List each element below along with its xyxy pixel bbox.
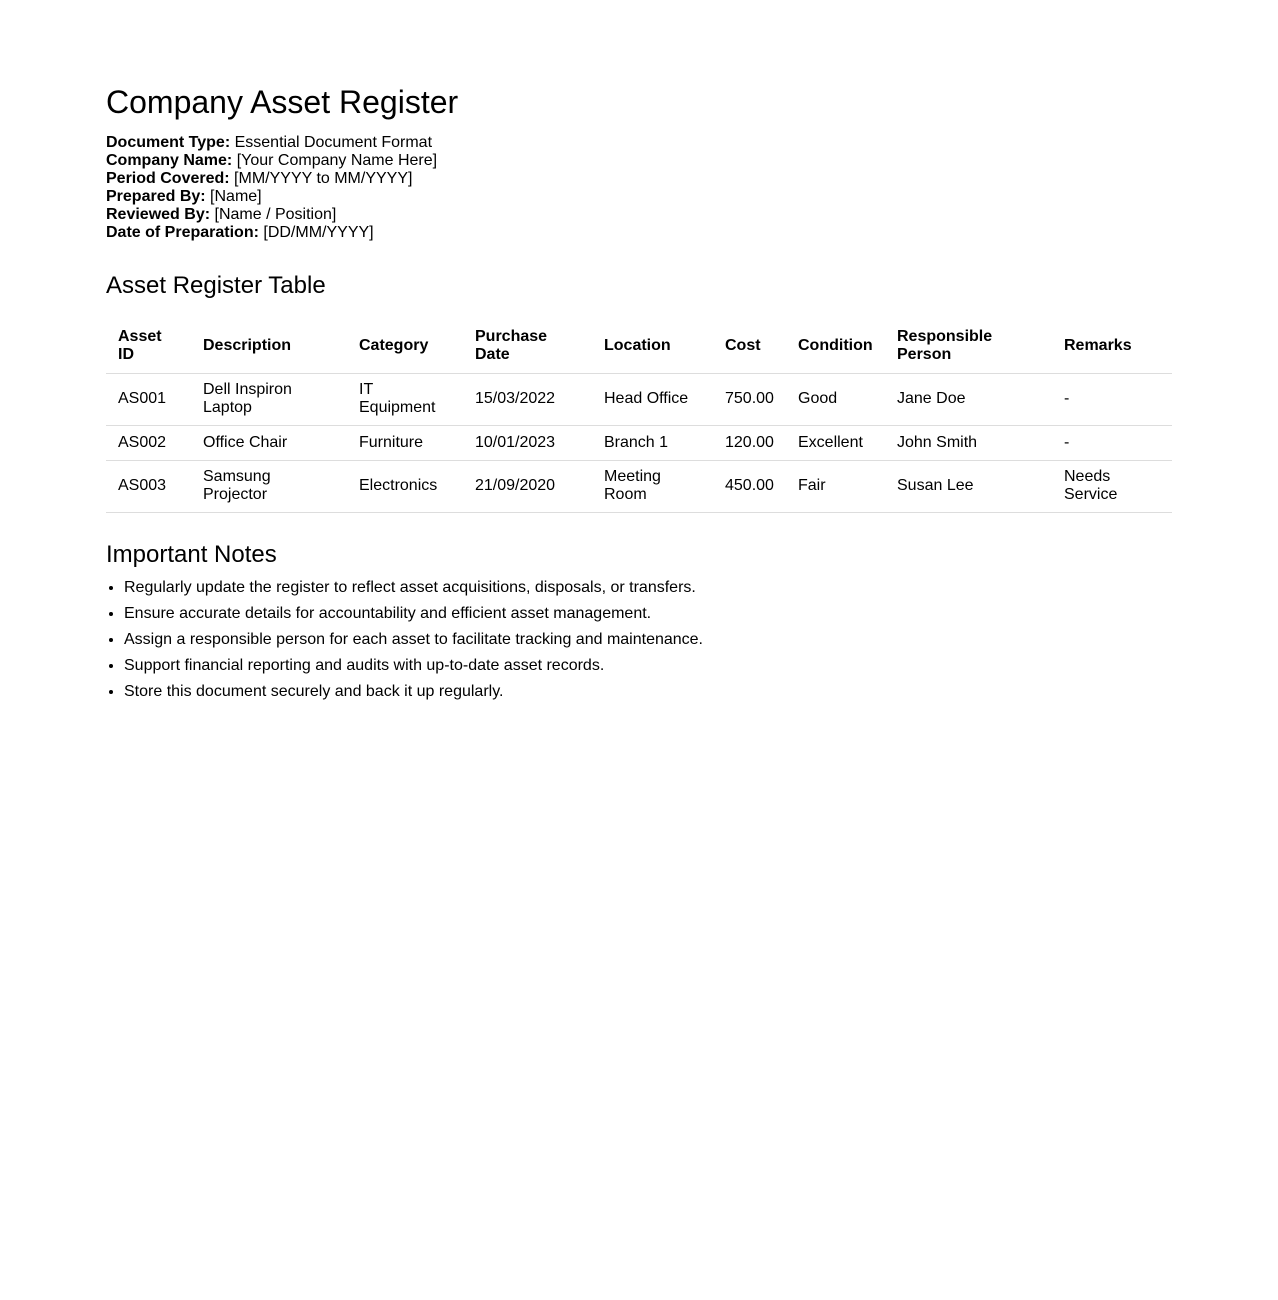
cell-cost: 750.00 <box>713 374 786 426</box>
column-header-responsible-person: Responsible Person <box>885 320 1052 374</box>
column-header-asset-id: Asset ID <box>106 320 191 374</box>
list-item: • Store this document securely and back it up regularly. <box>124 683 1172 701</box>
table-header-row <box>106 320 1172 374</box>
column-header-purchase-date: Purchase Date <box>463 320 592 374</box>
cell-remarks: - <box>1052 374 1172 426</box>
list-item: • Assign a responsible person for each asset to facilitate tracking and maintenance. <box>124 631 1172 649</box>
cell-asset-id: AS002 <box>106 426 191 461</box>
cell-responsible-person: John Smith <box>885 426 1052 461</box>
cell-condition: Fair <box>786 461 885 513</box>
notes-list <box>106 579 1172 701</box>
cell-location: Head Office <box>592 374 713 426</box>
page-title: Company Asset Register <box>106 84 459 120</box>
cell-description: Samsung Projector <box>191 461 347 513</box>
meta-date-of-preparation <box>106 224 1172 242</box>
table-row <box>106 374 1172 426</box>
meta-value: [DD/MM/YYYY] <box>263 224 374 241</box>
meta-value: [Name] <box>210 188 262 205</box>
cell-asset-id: AS003 <box>106 461 191 513</box>
list-item: • Regularly update the register to reflect asset acquisitions, disposals, or transfers. <box>124 579 1172 597</box>
notes-heading: Important Notes <box>106 541 277 568</box>
meta-value: [Name / Position] <box>214 206 337 223</box>
cell-responsible-person: Jane Doe <box>885 374 1052 426</box>
cell-category: IT Equipment <box>347 374 463 426</box>
asset-register-table <box>106 320 1172 513</box>
cell-responsible-person: Susan Lee <box>885 461 1052 513</box>
meta-label: Prepared By: <box>106 188 206 205</box>
meta-label: Reviewed By: <box>106 206 211 223</box>
column-header-location: Location <box>592 320 713 374</box>
cell-remarks: - <box>1052 426 1172 461</box>
table-row <box>106 461 1172 513</box>
table-row <box>106 426 1172 461</box>
cell-location: Branch 1 <box>592 426 713 461</box>
list-item: • Support financial reporting and audits with up-to-date asset records. <box>124 657 1172 675</box>
meta-value: Essential Document Format <box>234 134 433 151</box>
meta-company-name <box>106 152 1172 170</box>
column-header-category: Category <box>347 320 463 374</box>
meta-label: Document Type: <box>106 134 231 151</box>
meta-value: [MM/YYYY to MM/YYYY] <box>234 170 413 187</box>
meta-label: Period Covered: <box>106 170 230 187</box>
meta-value: [Your Company Name Here] <box>236 152 438 169</box>
meta-prepared-by <box>106 188 1172 206</box>
cell-cost: 450.00 <box>713 461 786 513</box>
column-header-remarks: Remarks <box>1052 320 1172 374</box>
cell-category: Furniture <box>347 426 463 461</box>
cell-purchase-date: 10/01/2023 <box>463 426 592 461</box>
column-header-description: Description <box>191 320 347 374</box>
asset-table-heading: Asset Register Table <box>106 272 326 299</box>
cell-location: Meeting Room <box>592 461 713 513</box>
document-meta <box>106 134 1172 242</box>
cell-description: Office Chair <box>191 426 347 461</box>
cell-description: Dell Inspiron Laptop <box>191 374 347 426</box>
column-header-condition: Condition <box>786 320 885 374</box>
meta-label: Company Name: <box>106 152 233 169</box>
column-header-cost: Cost <box>713 320 786 374</box>
meta-document-type <box>106 134 1172 152</box>
cell-condition: Excellent <box>786 426 885 461</box>
cell-category: Electronics <box>347 461 463 513</box>
meta-reviewed-by <box>106 206 1172 224</box>
cell-purchase-date: 21/09/2020 <box>463 461 592 513</box>
meta-label: Date of Preparation: <box>106 224 259 241</box>
list-item: • Ensure accurate details for accountability and efficient asset management. <box>124 605 1172 623</box>
cell-remarks: Needs Service <box>1052 461 1172 513</box>
cell-purchase-date: 15/03/2022 <box>463 374 592 426</box>
cell-condition: Good <box>786 374 885 426</box>
cell-cost: 120.00 <box>713 426 786 461</box>
meta-period-covered <box>106 170 1172 188</box>
cell-asset-id: AS001 <box>106 374 191 426</box>
